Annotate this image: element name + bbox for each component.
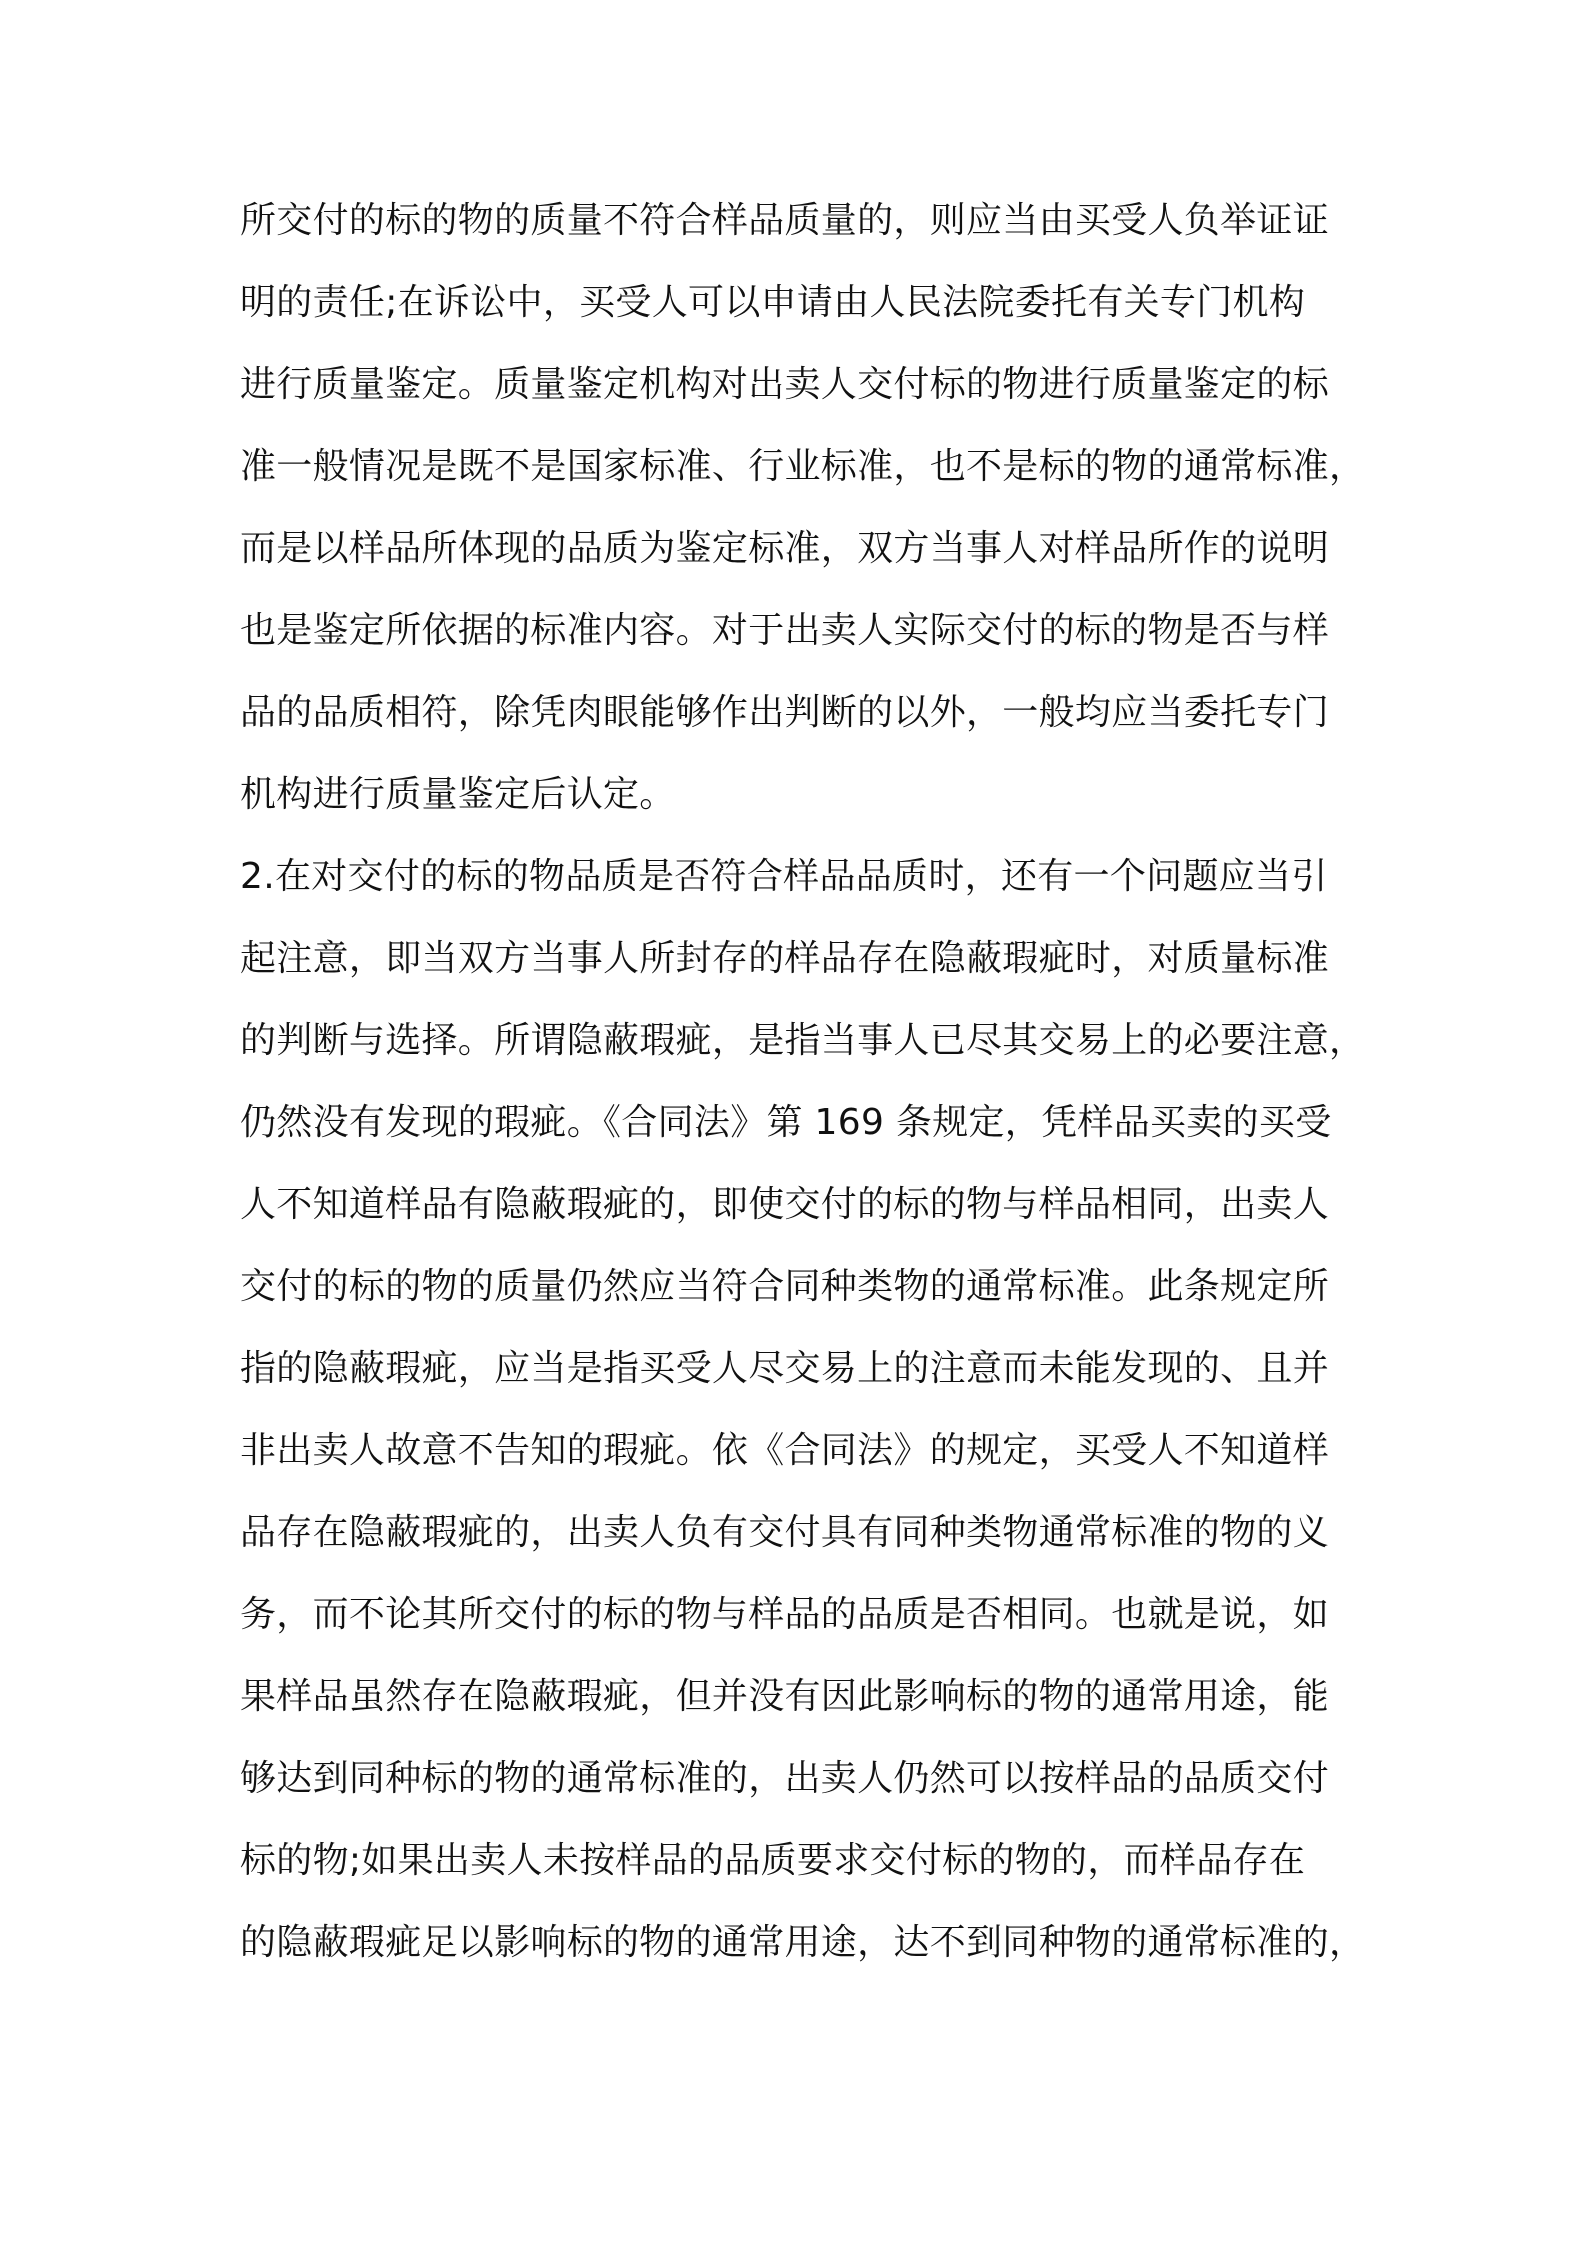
text-line: 交付的标的物的质量仍然应当符合同种类物的通常标准。此条规定所 [240,1266,1330,1307]
text-line: 2.在对交付的标的物品质是否符合样品品质时，还有一个问题应当引 [240,856,1328,897]
text-line: 品的品质相符，除凭肉眼能够作出判断的以外，一般均应当委托专门 [240,692,1330,733]
body-text [240,180,1380,1984]
text-line: 够达到同种标的物的通常标准的，出卖人仍然可以按样品的品质交付 [240,1758,1330,1799]
text-line: 的隐蔽瑕疵足以影响标的物的通常用途，达不到同种物的通常标准的， [240,1922,1366,1963]
text-line: 明的责任;在诉讼中，买受人可以申请由人民法院委托有关专门机构 [240,282,1306,323]
text-line: 指的隐蔽瑕疵，应当是指买受人尽交易上的注意而未能发现的、且并 [240,1348,1330,1389]
text-line: 非出卖人故意不告知的瑕疵。依《合同法》的规定，买受人不知道样 [240,1430,1330,1471]
text-line: 而是以样品所体现的品质为鉴定标准，双方当事人对样品所作的说明 [240,528,1330,569]
text-line: 标的物;如果出卖人未按样品的品质要求交付标的物的，而样品存在 [240,1840,1306,1881]
text-line: 仍然没有发现的瑕疵。《合同法》第 169 条规定，凭样品买卖的买受 [240,1102,1332,1143]
text-line: 也是鉴定所依据的标准内容。对于出卖人实际交付的标的物是否与样 [240,610,1330,651]
text-line: 的判断与选择。所谓隐蔽瑕疵，是指当事人已尽其交易上的必要注意， [240,1020,1366,1061]
text-line: 起注意，即当双方当事人所封存的样品存在隐蔽瑕疵时，对质量标准 [240,938,1330,979]
text-line: 准一般情况是既不是国家标准、行业标准，也不是标的物的通常标准， [240,446,1366,487]
text-line: 所交付的标的物的质量不符合样品质量的，则应当由买受人负举证证 [240,200,1330,241]
text-line: 人不知道样品有隐蔽瑕疵的，即使交付的标的物与样品相同，出卖人 [240,1184,1330,1225]
text-line: 品存在隐蔽瑕疵的，出卖人负有交付具有同种类物通常标准的物的义 [240,1512,1330,1553]
text-line: 机构进行质量鉴定后认定。 [240,774,676,815]
text-line: 进行质量鉴定。质量鉴定机构对出卖人交付标的物进行质量鉴定的标 [240,364,1330,405]
text-line: 务，而不论其所交付的标的物与样品的品质是否相同。也就是说，如 [240,1594,1330,1635]
text-line: 果样品虽然存在隐蔽瑕疵，但并没有因此影响标的物的通常用途，能 [240,1676,1330,1717]
